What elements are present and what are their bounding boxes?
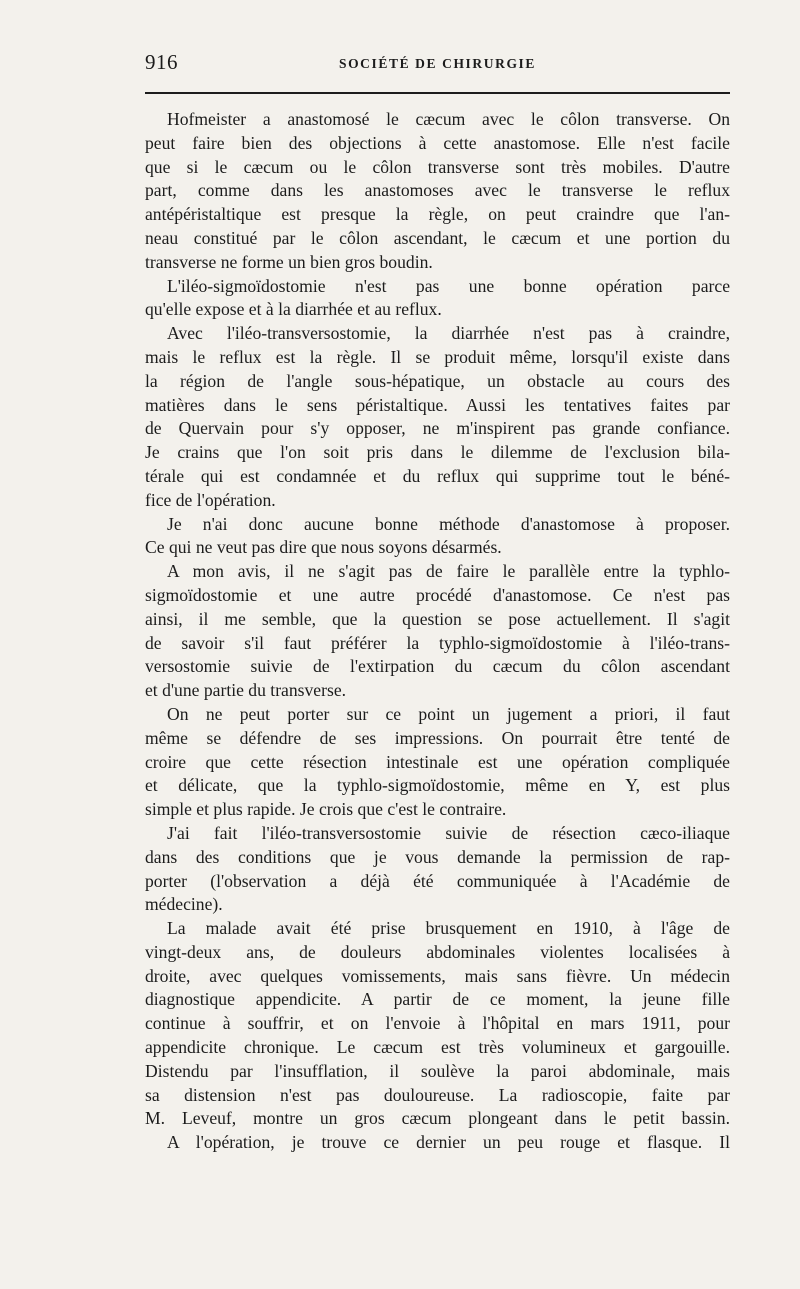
text-line: et d'une partie du transverse. — [145, 680, 347, 701]
text-line: On ne peut porter sur ce point un jugement a priori, il faut — [167, 703, 730, 724]
text-line: Je crains que l'on soit pris dans le dilemme de l'exclusion bila- — [145, 442, 730, 463]
text-line: la région de l'angle sous-hépatique, un obstacle au cours des — [145, 370, 730, 391]
text-line: J'ai fait l'iléo-transversostomie suivie de résection cæco-iliaque — [167, 822, 730, 843]
text-line: continue à souffrir, et on l'envoie à l'hôpital en mars 1911, pour — [145, 1013, 730, 1034]
text-line: simple et plus rapide. Je crois que c'est le contraire. — [145, 799, 507, 820]
text-line: Hofmeister a anastomosé le cæcum avec le côlon transverse. On — [167, 109, 730, 129]
text-line: M. Leveuf, montre un gros cæcum plongeant dans le petit bassin. — [145, 1108, 730, 1129]
text-line: Ce qui ne veut pas dire que nous soyons désarmés. — [145, 537, 502, 558]
text-line: qu'elle expose et à la diarrhée et au reflux. — [145, 299, 442, 320]
page-header — [145, 50, 730, 80]
text-line: A mon avis, il ne s'agit pas de faire le parallèle entre la typhlo- — [167, 561, 730, 582]
text-line: Avec l'iléo-transversostomie, la diarrhée n'est pas à craindre, — [167, 323, 730, 344]
text-line: appendicite chronique. Le cæcum est très volumineux et gargouille. — [145, 1037, 730, 1058]
text-line: vingt-deux ans, de douleurs abdominales violentes localisées à — [145, 941, 730, 962]
text-line: médecine). — [145, 894, 223, 915]
text-line: Distendu par l'insufflation, il soulève la paroi abdominale, mais — [145, 1060, 730, 1081]
running-head: SOCIÉTÉ DE CHIRURGIE — [338, 56, 537, 71]
text-line: transverse ne forme un bien gros boudin. — [145, 251, 433, 272]
text-line: dans des conditions que je vous demande la permission de rap- — [145, 846, 730, 867]
text-line: de savoir s'il faut préférer la typhlo-sigmoïdostomie à l'iléo-trans- — [145, 632, 730, 653]
text-line: mais le reflux est la règle. Il se produit même, lorsqu'il existe dans — [145, 346, 730, 367]
body-text — [145, 108, 730, 1155]
text-line: sa distension n'est pas douloureuse. La radioscopie, faite par — [145, 1084, 730, 1105]
text-line: de Quervain pour s'y opposer, ne m'inspirent pas grande confiance. — [145, 418, 730, 439]
text-line: antépéristaltique est presque la règle, on peut craindre que l'an- — [145, 204, 730, 225]
text-line: et délicate, que la typhlo-sigmoïdostomie, même en Y, est plus — [145, 775, 730, 796]
text-line: que si le cæcum ou le côlon transverse sont très mobiles. D'autre — [145, 156, 730, 177]
page-number: 916 — [145, 50, 178, 74]
text-line: L'iléo-sigmoïdostomie n'est pas une bonne opération parce — [167, 275, 730, 296]
text-line: A l'opération, je trouve ce dernier un peu rouge et flasque. Il — [167, 1132, 730, 1153]
text-line: porter (l'observation a déjà été communiquée à l'Académie de — [145, 870, 730, 891]
text-line: versostomie suivie de l'extirpation du cæcum du côlon ascendant — [145, 656, 730, 677]
text-line: térale qui est condamnée et du reflux qui supprime tout le béné- — [145, 465, 730, 486]
text-line: La malade avait été prise brusquement en 1910, à l'âge de — [167, 918, 730, 939]
text-line: ainsi, il me semble, que la question se pose actuellement. Il s'agit — [145, 608, 730, 629]
text-line: diagnostique appendicite. A partir de ce moment, la jeune fille — [145, 989, 730, 1010]
text-line: sigmoïdostomie et une autre procédé d'anastomose. Ce n'est pas — [145, 584, 730, 605]
text-line: droite, avec quelques vomissements, mais sans fièvre. Un médecin — [145, 965, 730, 986]
text-line: Je n'ai donc aucune bonne méthode d'anastomose à proposer. — [167, 513, 730, 534]
text-line: neau constitué par le côlon ascendant, le cæcum et une portion du — [145, 227, 730, 248]
text-line: peut faire bien des objections à cette anastomose. Elle n'est facile — [145, 132, 730, 153]
text-line: matières dans le sens péristaltique. Aussi les tentatives faites par — [145, 394, 730, 415]
text-line: fice de l'opération. — [145, 489, 276, 510]
text-line: croire que cette résection intestinale est une opération compliquée — [145, 751, 730, 772]
text-line: même se défendre de ses impressions. On pourrait être tenté de — [145, 727, 730, 748]
header-rule — [145, 92, 730, 94]
text-line: part, comme dans les anastomoses avec le transverse le reflux — [145, 180, 730, 201]
